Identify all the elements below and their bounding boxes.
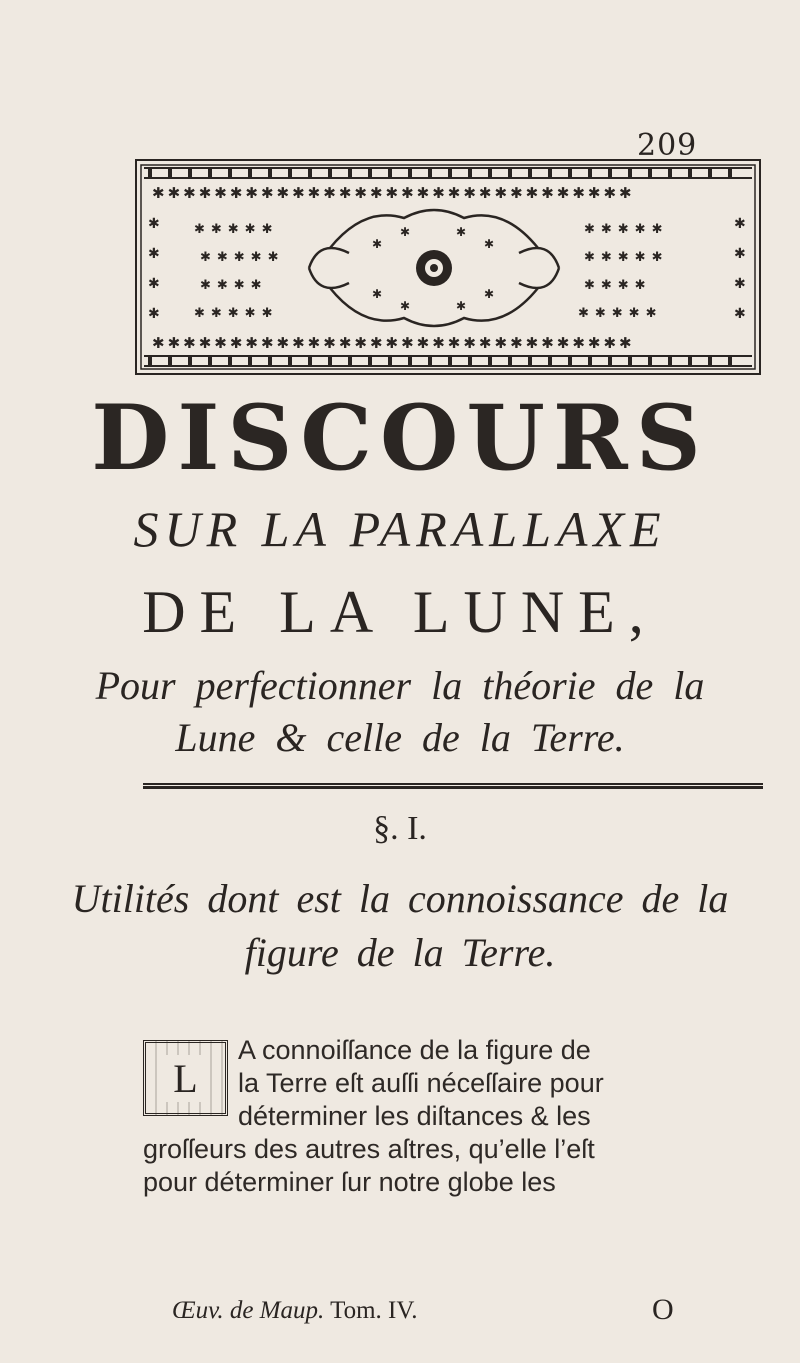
purpose-statement	[0, 660, 800, 764]
svg-text:✱: ✱	[484, 287, 495, 301]
drop-cap-letter: L	[165, 1055, 205, 1102]
body-line-2: la Terre eſt auſſi néceſſaire pour	[238, 1068, 604, 1098]
signature-mark: O	[652, 1293, 674, 1326]
subtitle-second-line: DE LA LUNE,	[142, 579, 658, 645]
svg-text:✱: ✱	[400, 225, 411, 239]
svg-text:✱: ✱	[484, 237, 495, 251]
body-line-3: déterminer les diſtances & les	[238, 1101, 591, 1131]
svg-text:✱✱✱✱: ✱✱✱✱	[584, 278, 652, 293]
svg-text:✱: ✱	[734, 306, 746, 322]
svg-text:✱: ✱	[456, 299, 467, 313]
title: DISCOURS	[91, 385, 709, 491]
footer-volume: Tom. IV.	[330, 1297, 418, 1324]
svg-text:✱: ✱	[734, 216, 746, 232]
section-heading	[0, 872, 800, 980]
double-rule	[143, 783, 763, 789]
svg-text:✱: ✱	[148, 306, 160, 322]
svg-text:✱: ✱	[734, 246, 746, 262]
svg-text:✱✱✱✱✱: ✱✱✱✱✱	[194, 222, 279, 237]
footer-work: Œuv. de Maup.	[172, 1297, 325, 1324]
svg-text:✱✱✱✱✱✱✱✱✱✱✱✱✱✱✱✱✱✱✱✱✱✱✱✱✱✱✱✱✱✱: ✱✱✱✱✱✱✱✱✱✱✱✱✱✱✱✱✱✱✱✱✱✱✱✱✱✱✱✱✱✱✱	[152, 184, 635, 202]
body-paragraph	[143, 1034, 765, 1199]
svg-text:✱: ✱	[456, 225, 467, 239]
page-number: 209	[637, 128, 698, 163]
subtitle: SUR LA PARALLAXE	[133, 501, 667, 557]
body-line-1: A connoiſſance de la figure de	[238, 1035, 591, 1065]
svg-text:✱✱✱✱✱: ✱✱✱✱✱	[200, 250, 285, 265]
body-line-4: groſſeurs des autres aſtres, qu’elle l’eſt	[143, 1134, 595, 1164]
svg-text:✱: ✱	[148, 246, 160, 262]
svg-text:✱: ✱	[148, 276, 160, 292]
purpose-line-2: Lune & celle de la Terre.	[175, 715, 625, 760]
purpose-line-1: Pour perfectionner la théorie de la	[95, 663, 705, 708]
section-number: §. I.	[373, 810, 427, 847]
svg-text:✱: ✱	[148, 216, 160, 232]
section-heading-line-1: Utilités dont est la connoissance de la	[71, 876, 729, 921]
svg-text:✱✱✱✱✱: ✱✱✱✱✱	[584, 250, 669, 265]
svg-text:✱✱✱✱✱: ✱✱✱✱✱	[578, 306, 663, 321]
svg-text:✱✱✱✱✱: ✱✱✱✱✱	[584, 222, 669, 237]
decorative-headpiece	[134, 158, 762, 376]
footer-reference	[172, 1297, 572, 1325]
svg-text:✱: ✱	[372, 287, 383, 301]
svg-text:✱✱✱✱✱: ✱✱✱✱✱	[194, 306, 279, 321]
section-heading-line-2: figure de la Terre.	[244, 930, 556, 975]
svg-text:✱✱✱✱: ✱✱✱✱	[200, 278, 268, 293]
ornament-icon	[134, 158, 762, 376]
svg-text:✱✱✱✱✱✱✱✱✱✱✱✱✱✱✱✱✱✱✱✱✱✱✱✱✱✱✱✱✱✱: ✱✱✱✱✱✱✱✱✱✱✱✱✱✱✱✱✱✱✱✱✱✱✱✱✱✱✱✱✱✱✱	[152, 334, 635, 352]
svg-text:✱: ✱	[400, 299, 411, 313]
svg-text:✱: ✱	[372, 237, 383, 251]
body-line-5: pour déterminer ſur notre globe les	[143, 1167, 556, 1197]
svg-text:✱: ✱	[734, 276, 746, 292]
